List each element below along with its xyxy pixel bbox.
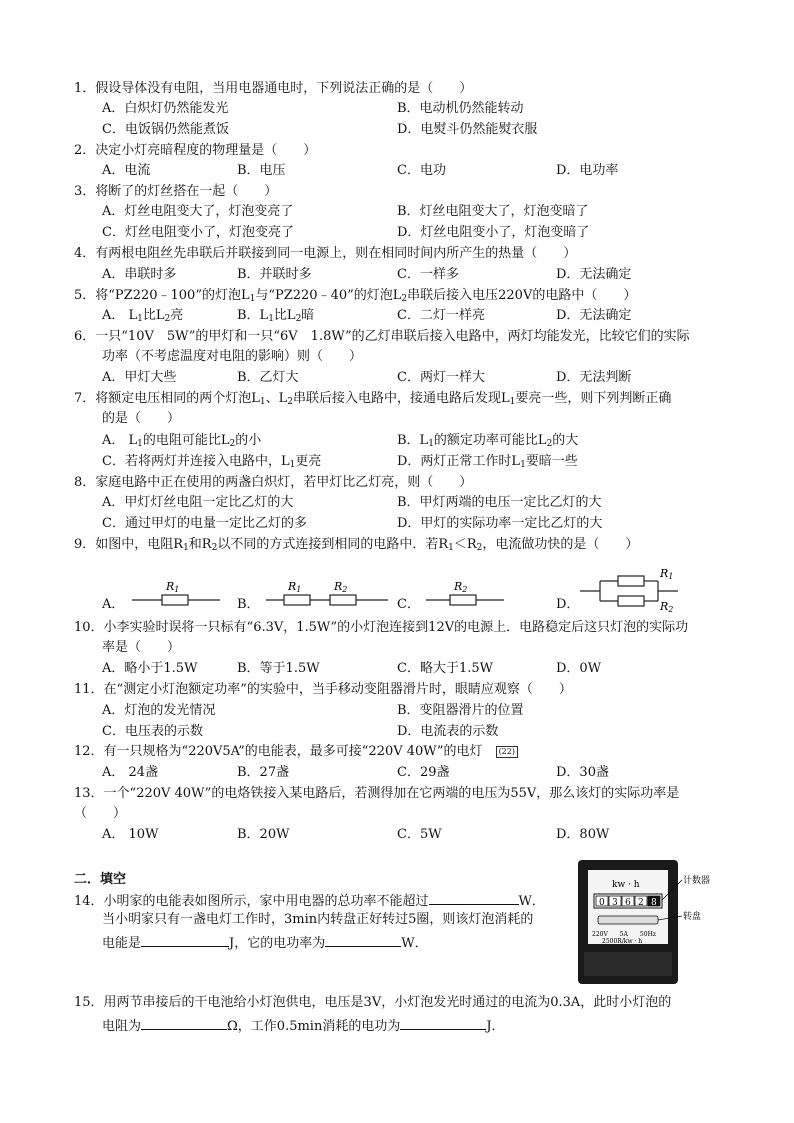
q9-circuit-c bbox=[422, 575, 508, 611]
question-15-line1: 15．用两节串接后的干电池给小灯泡供电，电压是3V，小灯泡发光时通过的电流为0.3A，此时小灯泡的 bbox=[74, 995, 672, 1010]
question-15-line2: 电阻为 Ω，工作0.5min消耗的电功为 J． bbox=[102, 1015, 505, 1036]
q6-option-d: D．无法判断 bbox=[556, 370, 632, 385]
q10-option-c: C．略大于1.5W bbox=[397, 661, 493, 676]
svg-text:3: 3 bbox=[612, 898, 618, 908]
q3-option-c: C．灯丝电阻变小了，灯泡变亮了 bbox=[102, 225, 294, 240]
q10-option-d: D．0W bbox=[556, 661, 602, 676]
q3-option-d: D．灯丝电阻变小了，灯泡变暗了 bbox=[397, 225, 590, 240]
svg-text:R2: R2 bbox=[454, 580, 468, 594]
svg-text:R1: R1 bbox=[166, 580, 180, 594]
svg-text:R2: R2 bbox=[660, 600, 674, 612]
q14-blank-rate[interactable] bbox=[325, 932, 401, 947]
question-6-stem-line1: 6．一只“10V 5W”的甲灯和一只“6V 1.8W”的乙灯串联后接入电路中，两灯均能发光，比较它们的实际 bbox=[74, 329, 690, 344]
q8-option-c: C．通过甲灯的电量一定比乙灯的多 bbox=[102, 516, 307, 531]
question-14-line2: 当小明家只有一盏电灯工作时，3min内转盘正好转过5圈，则该灯泡消耗的 bbox=[102, 912, 534, 927]
question-14-line1: 14．小明家的电能表如图所示，家中用电器的总功率不能超过 W． bbox=[74, 890, 545, 911]
q1-option-a: A．白炽灯仍然能发光 bbox=[102, 101, 229, 116]
q3-option-a: A．灯丝电阻变大了，灯泡变亮了 bbox=[102, 204, 294, 219]
q11-option-c: C．电压表的示数 bbox=[102, 724, 203, 739]
q4-option-a: A．串联时多 bbox=[102, 267, 177, 282]
q9-option-d: D． bbox=[556, 597, 580, 612]
question-13-stem-line1: 13．一个“220V 40W”的电烙铁接入某电路后，若测得加在它两端的电压为55V，那么该灯的实际功率是 bbox=[74, 786, 680, 801]
q11-option-a: A．灯泡的发光情况 bbox=[102, 703, 216, 718]
question-10-stem-line2: 率是（ ） bbox=[102, 640, 181, 655]
q7-option-d: D．两灯正常工作时$L_1$要暗一些 bbox=[397, 454, 578, 470]
q1-option-b: B．电动机仍然能转动 bbox=[397, 101, 524, 116]
svg-text:220V 5A 50Hz: 220V 5A 50Hz bbox=[592, 931, 656, 938]
question-9-stem: 9．如图中，电阻$R_1$和$R_2$以不同的方式连接到相同的电路中．若$R_1<R_2$，电流做功快的是（ ） bbox=[74, 537, 639, 553]
q12-option-d: D．30盏 bbox=[556, 765, 609, 780]
svg-text:0: 0 bbox=[599, 898, 605, 908]
question-6-stem-line2: 功率（不考虑温度对电阻的影响）则（ ） bbox=[102, 349, 363, 364]
svg-text:8: 8 bbox=[651, 898, 657, 908]
q11-option-d: D．电流表的示数 bbox=[397, 724, 499, 739]
question-12-stem: 12．有一只规格为“220V5A”的电能表，最多可接“220V 40W”的电灯 (22) bbox=[74, 743, 518, 761]
q9-circuit-a bbox=[128, 575, 224, 611]
q1-option-c: C．电饭锅仍然能煮饭 bbox=[102, 122, 229, 137]
q7-option-a: A． $L_1$的电阻可能比$L_2$的小 bbox=[102, 433, 262, 449]
q9-option-b: B． bbox=[237, 597, 260, 612]
q4-option-d: D．无法确定 bbox=[556, 267, 632, 282]
question-11-stem: 11．在“测定小灯泡额定功率”的实验中，当手移动变阻器滑片时，眼睛应观察（ ） bbox=[74, 682, 572, 697]
meter-disk bbox=[598, 916, 658, 924]
q2-option-b: B．电压 bbox=[237, 163, 286, 178]
q2-option-c: C．电功 bbox=[397, 163, 446, 178]
q5-option-b: B．$L_1$比$L_2$暗 bbox=[237, 308, 315, 324]
q13-option-b: B．20W bbox=[237, 827, 290, 842]
question-1-stem: 1．假设导体没有电阻，当用电器通电时，下列说法正确的是（ ） bbox=[74, 81, 473, 96]
question-5-stem: 5．将“PZ220﹣100”的灯泡$L_1$与“PZ220﹣40”的灯泡$L_2$串联后接入电压220V的电路中（ ） bbox=[74, 288, 637, 304]
question-tag: (22) bbox=[496, 746, 518, 758]
q2-option-a: A．电流 bbox=[102, 163, 151, 178]
q11-option-b: B．变阻器滑片的位置 bbox=[397, 703, 524, 718]
q9-option-a: A． bbox=[102, 597, 125, 612]
q8-option-d: D．甲灯的实际功率一定比乙灯的大 bbox=[397, 516, 603, 531]
svg-text:转盘: 转盘 bbox=[683, 912, 702, 922]
q7-option-c: C．若将两灯并连接入电路中，$L_1$更亮 bbox=[102, 454, 322, 470]
svg-text:R1: R1 bbox=[288, 580, 302, 594]
q12-option-a: A． 24盏 bbox=[102, 765, 159, 780]
q14-blank-energy[interactable] bbox=[141, 932, 229, 947]
q7-option-b: B．$L_1$的额定功率可能比$L_2$的大 bbox=[397, 433, 579, 449]
q8-option-a: A．甲灯灯丝电阻一定比乙灯的大 bbox=[102, 495, 294, 510]
electricity-meter-figure bbox=[574, 856, 724, 988]
q4-option-c: C．一样多 bbox=[397, 267, 459, 282]
q5-option-d: D．无法确定 bbox=[556, 308, 632, 323]
q3-option-b: B．灯丝电阻变大了，灯泡变暗了 bbox=[397, 204, 589, 219]
svg-text:R1: R1 bbox=[660, 567, 674, 581]
svg-text:2500R/kw · h: 2500R/kw · h bbox=[602, 938, 643, 945]
q6-option-b: B．乙灯大 bbox=[237, 370, 299, 385]
section-fill-in-title: 二．填空 bbox=[74, 872, 127, 887]
q13-option-d: D．80W bbox=[556, 827, 610, 842]
q13-option-a: A． 10W bbox=[102, 827, 159, 842]
question-10-stem-line1: 10．小李实验时误将一只标有“6.3V，1.5W”的小灯泡连接到12V的电源上．电路稳定后这只灯泡的实际功 bbox=[74, 620, 689, 635]
question-7-stem-line2: 的是（ ） bbox=[102, 411, 181, 426]
svg-text:kw · h: kw · h bbox=[612, 880, 640, 890]
question-2-stem: 2．决定小灯亮暗程度的物理量是（ ） bbox=[74, 143, 317, 158]
q15-blank-resistance[interactable] bbox=[141, 1015, 227, 1030]
svg-text:6: 6 bbox=[625, 898, 631, 908]
question-4-stem: 4．有两根电阻丝先串联后并联接到同一电源上，则在相同时间内所产生的热量（ ） bbox=[74, 246, 577, 261]
svg-text:计数器: 计数器 bbox=[683, 876, 711, 886]
q6-option-a: A．甲灯大些 bbox=[102, 370, 177, 385]
q8-option-b: B．甲灯两端的电压一定比乙灯的大 bbox=[397, 495, 602, 510]
meter-base bbox=[584, 952, 672, 976]
question-7-stem-line1: 7．将额定电压相同的两个灯泡$L_1$、$L_2$串联后接入电路中，接通电路后发现$L_1$要亮一些，则下列判断正确 bbox=[74, 391, 672, 407]
q12-option-b: B．27盏 bbox=[237, 765, 290, 780]
q15-blank-work[interactable] bbox=[400, 1015, 486, 1030]
q10-option-b: B．等于1.5W bbox=[237, 661, 320, 676]
q5-option-a: A． $L_1$比$L_2$亮 bbox=[102, 308, 184, 324]
question-8-stem: 8．家庭电路中正在使用的两盏白炽灯，若甲灯比乙灯亮，则（ ） bbox=[74, 475, 473, 490]
q10-option-a: A．略小于1.5W bbox=[102, 661, 198, 676]
q12-option-c: C．29盏 bbox=[397, 765, 450, 780]
svg-text:R2: R2 bbox=[334, 580, 348, 594]
q9-circuit-b bbox=[262, 575, 392, 611]
q5-option-c: C．二灯一样亮 bbox=[397, 308, 485, 323]
q13-option-c: C．5W bbox=[397, 827, 442, 842]
q4-option-b: B．并联时多 bbox=[237, 267, 312, 282]
question-3-stem: 3．将断了的灯丝搭在一起（ ） bbox=[74, 184, 278, 199]
svg-text:2: 2 bbox=[638, 898, 644, 908]
q14-blank-power[interactable] bbox=[429, 890, 519, 905]
question-13-stem-line2: （ ） bbox=[74, 806, 127, 821]
q6-option-c: C．两灯一样大 bbox=[397, 370, 485, 385]
q1-option-d: D．电熨斗仍然能熨衣服 bbox=[397, 122, 538, 137]
q9-circuit-d bbox=[578, 566, 682, 612]
q2-option-d: D．电功率 bbox=[556, 163, 619, 178]
question-14-line3: 电能是 J，它的电功率为 W． bbox=[102, 932, 428, 953]
q9-option-c: C． bbox=[397, 597, 420, 612]
